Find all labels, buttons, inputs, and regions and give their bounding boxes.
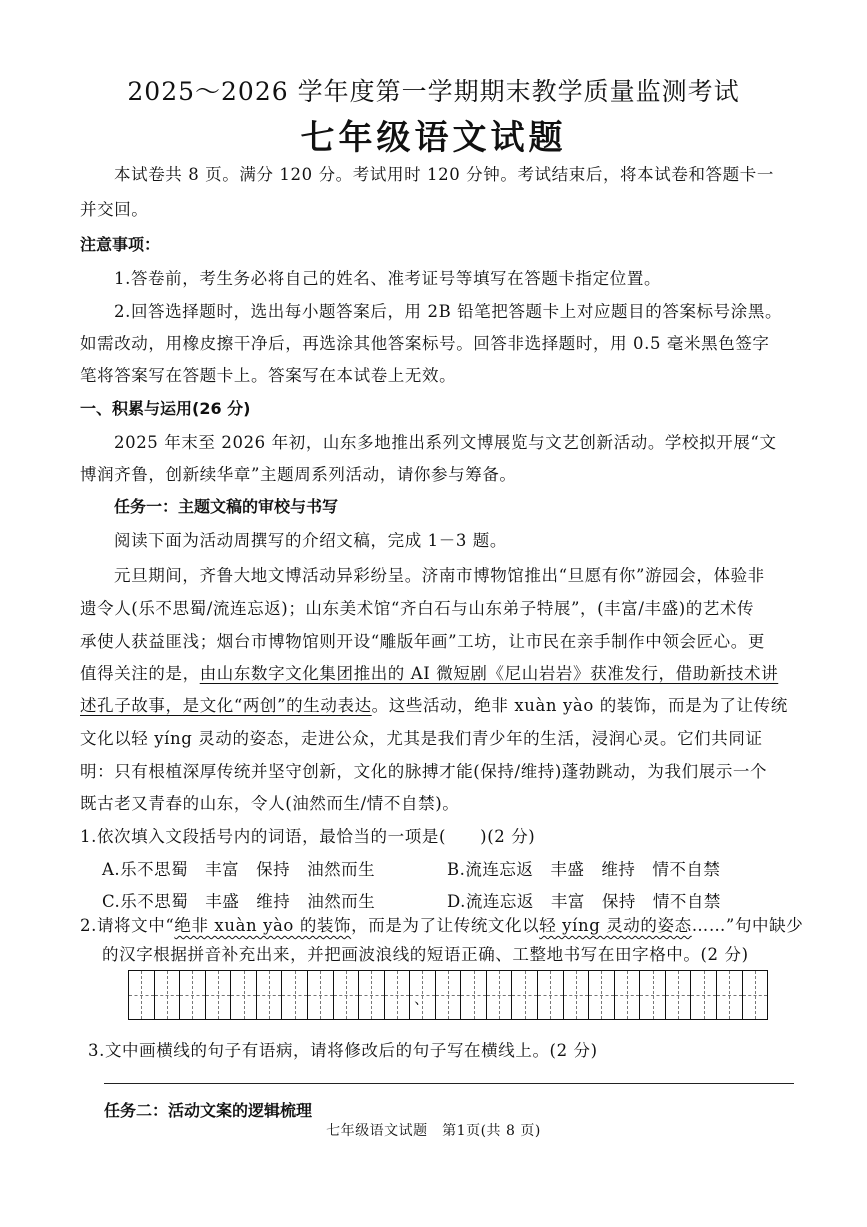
grid-cell[interactable]	[129, 971, 155, 1019]
question-1-option-c: C.乐不思蜀 丰盛 维持 油然而生	[102, 892, 376, 911]
grid-cell[interactable]	[282, 971, 308, 1019]
grid-cell[interactable]	[461, 971, 487, 1019]
grid-cell[interactable]	[308, 971, 334, 1019]
passage-line-8: 既古老又青春的山东，令人(油然而生/情不自禁)。	[80, 794, 460, 813]
grid-cell[interactable]	[487, 971, 513, 1019]
passage-line-3: 承使人获益匪浅；烟台市博物馆则开设“雕版年画”工坊，让市民在亲手制作中领会匠心。更	[80, 632, 765, 651]
question-2-stem-a: 2.请将文中“	[80, 916, 175, 935]
task-1-heading: 任务一：主题文稿的审校与书写	[114, 497, 339, 516]
intro-line-1: 本试卷共 8 页。满分 120 分。考试用时 120 分钟。考试结束后，将本试卷和答题卡一	[114, 165, 774, 184]
answer-line[interactable]	[104, 1083, 794, 1084]
grid-cell[interactable]	[691, 971, 717, 1019]
passage-line-1: 元旦期间，齐鲁大地文博活动异彩纷呈。济南市博物馆推出“旦愿有你”游园会，体验非	[114, 566, 765, 585]
grid-cell[interactable]	[359, 971, 385, 1019]
task-2-heading: 任务二：活动文案的逻辑梳理	[104, 1101, 313, 1120]
passage-line-4-plain: 值得关注的是，	[80, 664, 200, 683]
grid-cell[interactable]	[564, 971, 590, 1019]
question-1-option-b: B.流连忘返 丰盛 维持 情不自禁	[447, 860, 721, 879]
grid-cell[interactable]	[640, 971, 666, 1019]
grid-cell[interactable]	[231, 971, 257, 1019]
grid-cell[interactable]	[512, 971, 538, 1019]
passage-line-4	[80, 660, 778, 684]
section-1-heading: 一、积累与运用(26 分)	[80, 399, 251, 418]
passage-line-7: 明：只有根植深厚传统并坚守创新，文化的脉搏才能(保持/维持)蓬勃跳动，为我们展示一个	[80, 762, 768, 781]
question-3-stem: 3.文中画横线的句子有语病，请将修改后的句子写在横线上。(2 分)	[88, 1041, 598, 1060]
grid-cell[interactable]	[180, 971, 206, 1019]
grid-cell[interactable]	[385, 971, 411, 1019]
notes-heading: 注意事项：	[80, 235, 161, 254]
notes-item-2-line-3: 笔将答案写在答题卡上。答案写在本试卷上无效。	[80, 366, 457, 385]
question-1-stem: 1.依次填入文段括号内的词语，最恰当的一项是( )(2 分)	[80, 827, 536, 846]
grid-cell[interactable]	[717, 971, 743, 1019]
paper-title: 七年级语文试题	[300, 118, 567, 158]
grid-comma-mark: 、	[414, 992, 429, 1008]
tianzige-answer-grid[interactable]	[128, 970, 768, 1020]
question-1-option-a: A.乐不思蜀 丰富 保持 油然而生	[102, 860, 376, 879]
exam-title: 2025～2026 学年度第一学期期末教学质量监测考试	[127, 77, 740, 106]
passage-line-6: 文化以轻 yíng 灵动的姿态，走进公众，尤其是我们青少年的生活，浸润心灵。它们共同证	[80, 729, 763, 748]
grid-cell[interactable]	[589, 971, 615, 1019]
section-1-intro-line-1: 2025 年末至 2026 年初，山东多地推出系列文博展览与文艺创新活动。学校拟开展“文	[114, 433, 777, 452]
question-1-option-d: D.流连忘返 丰富 保持 情不自禁	[447, 892, 721, 911]
intro-line-2: 并交回。	[80, 200, 149, 219]
notes-item-1: 1.答卷前，考生务必将自己的姓名、准考证号等填写在答题卡指定位置。	[114, 269, 662, 288]
grid-cell[interactable]	[743, 971, 768, 1019]
question-2-stem-c: ……”句中缺少	[691, 916, 804, 935]
passage-line-5	[80, 692, 788, 716]
page-footer: 七年级语文试题 第1页(共 8 页)	[326, 1123, 541, 1139]
flawed-sentence-part-1: 由山东数字文化集团推出的 AI 微短剧《尼山岩岩》获准发行，借助新技术讲	[199, 664, 779, 683]
grid-cell[interactable]	[155, 971, 181, 1019]
task-1-instruction: 阅读下面为活动周撰写的介绍文稿，完成 1－3 题。	[114, 531, 507, 550]
flawed-sentence-part-2: 述孔子故事，是文化“两创”的生动表达	[80, 696, 372, 715]
grid-cell[interactable]	[436, 971, 462, 1019]
question-2-stem-line-1	[80, 912, 803, 936]
wavy-phrase-1: 绝非 xuàn yào 的装饰	[174, 916, 352, 935]
grid-cell[interactable]	[257, 971, 283, 1019]
question-2-stem-b: ，而是为了让传统文化以	[351, 916, 540, 935]
grid-cell[interactable]	[666, 971, 692, 1019]
grid-cell[interactable]	[206, 971, 232, 1019]
question-2-stem-line-2: 的汉字根据拼音补充出来，并把画波浪线的短语正确、工整地书写在田字格中。(2 分)	[102, 945, 749, 964]
wavy-phrase-2: 轻 yíng 灵动的姿态	[539, 916, 692, 935]
notes-item-2-line-1: 2.回答选择题时，选出每小题答案后，用 2B 铅笔把答题卡上对应题目的答案标号涂黑。	[114, 302, 783, 321]
passage-line-5-plain: 。这些活动，绝非 xuàn yào 的装饰，而是为了让传统	[371, 696, 788, 715]
notes-item-2-line-2: 如需改动，用橡皮擦干净后，再选涂其他答案标号。回答非选择题时，用 0.5 毫米黑色签字	[80, 334, 770, 353]
grid-cell[interactable]	[615, 971, 641, 1019]
grid-cell[interactable]	[538, 971, 564, 1019]
grid-cell[interactable]	[410, 971, 436, 1019]
passage-line-2: 遗令人(乐不思蜀/流连忘返)；山东美术馆“齐白石与山东弟子特展”，(丰富/丰盛)的艺术传	[80, 599, 755, 618]
section-1-intro-line-2: 博润齐鲁，创新续华章”主题周系列活动，请你参与筹备。	[80, 465, 517, 484]
grid-cell[interactable]	[334, 971, 360, 1019]
